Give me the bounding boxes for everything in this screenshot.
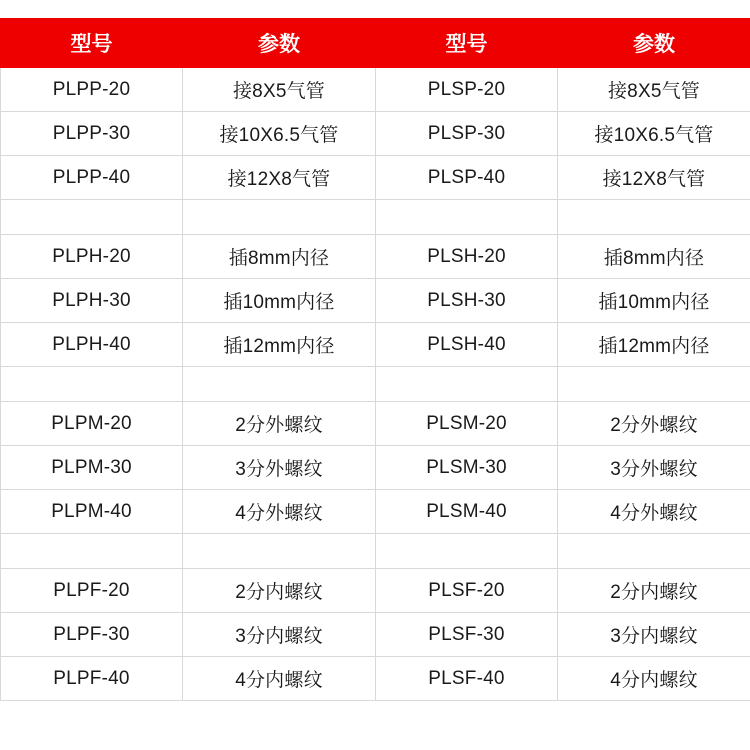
- cell-model-left: PLPF-20: [1, 569, 183, 613]
- cell-param-left: 插8mm内径: [183, 235, 376, 279]
- cell-model-right: PLSF-40: [376, 657, 558, 701]
- table-row: [1, 68, 750, 112]
- separator-cell: [558, 534, 750, 569]
- cell-model-right: PLSP-20: [376, 68, 558, 112]
- cell-model-left: PLPH-30: [1, 279, 183, 323]
- group-separator-row: [1, 534, 750, 569]
- cell-param-right: 2分内螺纹: [558, 569, 750, 613]
- table-row: [1, 613, 750, 657]
- column-header-param-right: 参数: [558, 19, 750, 68]
- table-row: [1, 156, 750, 200]
- cell-param-left: 接12X8气管: [183, 156, 376, 200]
- table-row: [1, 446, 750, 490]
- cell-param-left: 接8X5气管: [183, 68, 376, 112]
- group-separator-row: [1, 367, 750, 402]
- cell-model-right: PLSP-40: [376, 156, 558, 200]
- table-row: [1, 657, 750, 701]
- cell-param-left: 3分内螺纹: [183, 613, 376, 657]
- cell-model-right: PLSM-30: [376, 446, 558, 490]
- column-header-model-right: 型号: [376, 19, 558, 68]
- column-header-param-left: 参数: [183, 19, 376, 68]
- specification-table: [0, 18, 750, 701]
- separator-cell: [376, 367, 558, 402]
- cell-param-left: 3分外螺纹: [183, 446, 376, 490]
- cell-param-right: 4分内螺纹: [558, 657, 750, 701]
- separator-cell: [1, 534, 183, 569]
- cell-model-left: PLPM-20: [1, 402, 183, 446]
- cell-param-right: 接10X6.5气管: [558, 112, 750, 156]
- column-header-model-left: 型号: [1, 19, 183, 68]
- separator-cell: [183, 367, 376, 402]
- cell-param-right: 插10mm内径: [558, 279, 750, 323]
- cell-model-right: PLSM-40: [376, 490, 558, 534]
- cell-model-left: PLPF-40: [1, 657, 183, 701]
- separator-cell: [376, 534, 558, 569]
- cell-param-left: 4分内螺纹: [183, 657, 376, 701]
- header-row: [1, 19, 750, 68]
- separator-cell: [376, 200, 558, 235]
- cell-param-left: 接10X6.5气管: [183, 112, 376, 156]
- cell-model-right: PLSH-40: [376, 323, 558, 367]
- separator-cell: [183, 534, 376, 569]
- cell-model-left: PLPM-30: [1, 446, 183, 490]
- cell-param-left: 2分内螺纹: [183, 569, 376, 613]
- cell-model-left: PLPP-20: [1, 68, 183, 112]
- cell-param-right: 接12X8气管: [558, 156, 750, 200]
- table-row: [1, 490, 750, 534]
- cell-param-left: 2分外螺纹: [183, 402, 376, 446]
- cell-param-right: 接8X5气管: [558, 68, 750, 112]
- cell-model-left: PLPH-40: [1, 323, 183, 367]
- cell-param-right: 3分外螺纹: [558, 446, 750, 490]
- cell-param-right: 4分外螺纹: [558, 490, 750, 534]
- separator-cell: [1, 200, 183, 235]
- group-separator-row: [1, 200, 750, 235]
- table-row: [1, 323, 750, 367]
- cell-model-left: PLPH-20: [1, 235, 183, 279]
- cell-param-left: 插10mm内径: [183, 279, 376, 323]
- cell-model-right: PLSH-20: [376, 235, 558, 279]
- cell-param-right: 插8mm内径: [558, 235, 750, 279]
- table-row: [1, 569, 750, 613]
- cell-param-right: 插12mm内径: [558, 323, 750, 367]
- cell-model-right: PLSF-20: [376, 569, 558, 613]
- table-row: [1, 235, 750, 279]
- cell-model-right: PLSH-30: [376, 279, 558, 323]
- cell-model-right: PLSP-30: [376, 112, 558, 156]
- cell-param-left: 4分外螺纹: [183, 490, 376, 534]
- cell-model-left: PLPP-30: [1, 112, 183, 156]
- cell-model-right: PLSM-20: [376, 402, 558, 446]
- separator-cell: [183, 200, 376, 235]
- table-row: [1, 402, 750, 446]
- separator-cell: [558, 367, 750, 402]
- cell-param-right: 2分外螺纹: [558, 402, 750, 446]
- separator-cell: [1, 367, 183, 402]
- separator-cell: [558, 200, 750, 235]
- table-header: [1, 19, 750, 68]
- cell-param-right: 3分内螺纹: [558, 613, 750, 657]
- cell-model-left: PLPM-40: [1, 490, 183, 534]
- cell-param-left: 插12mm内径: [183, 323, 376, 367]
- cell-model-right: PLSF-30: [376, 613, 558, 657]
- table-body: [1, 68, 750, 701]
- table-row: [1, 112, 750, 156]
- table-row: [1, 279, 750, 323]
- cell-model-left: PLPF-30: [1, 613, 183, 657]
- cell-model-left: PLPP-40: [1, 156, 183, 200]
